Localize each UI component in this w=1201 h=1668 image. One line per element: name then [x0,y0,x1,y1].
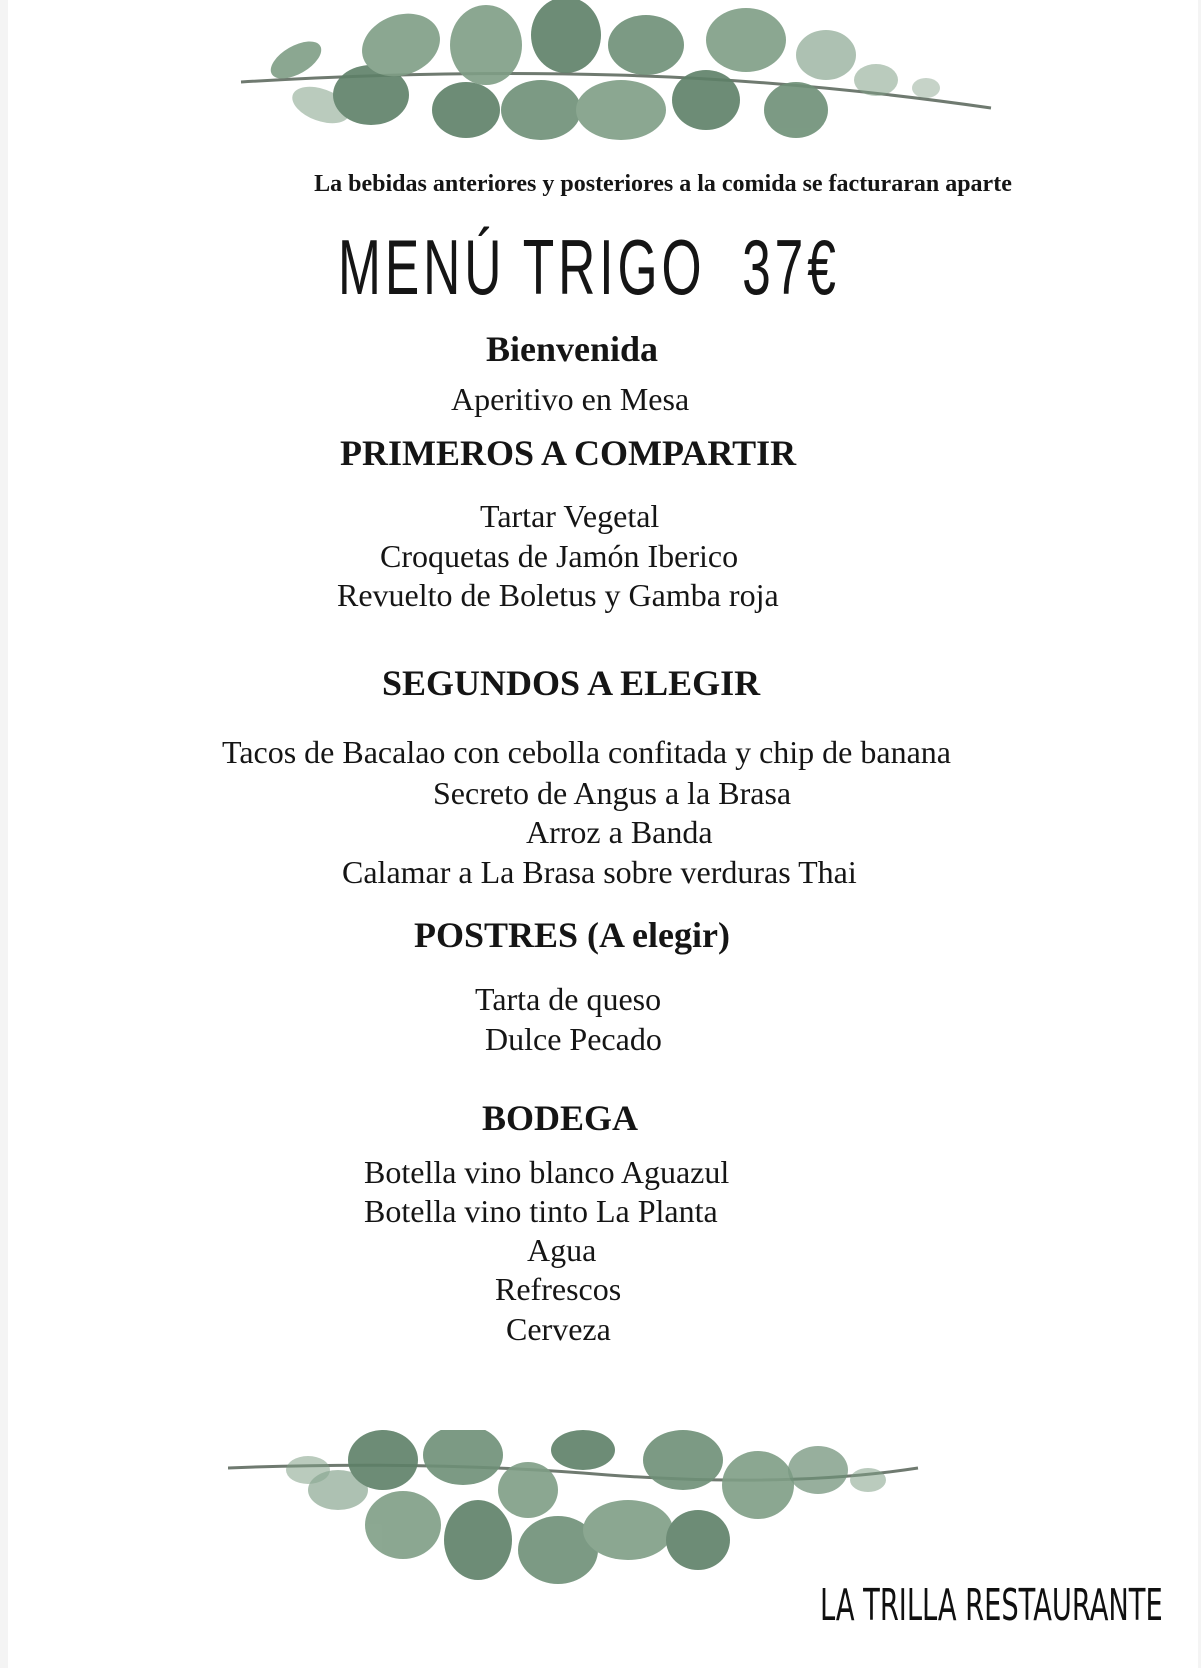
menu-item: Calamar a La Brasa sobre verduras Thai [342,854,857,890]
restaurant-name: LA TRILLA RESTAURANTE [820,1580,1163,1631]
menu-item: Aperitivo en Mesa [451,381,690,417]
eucalyptus-garland-bottom [228,1430,988,1595]
menu-item: Cerveza [506,1311,611,1347]
section-heading-bienvenida: Bienvenida [486,329,659,369]
menu-item: Arroz a Banda [526,814,713,850]
menu-title [338,222,840,313]
menu-item: Revuelto de Boletus y Gamba roja [337,577,779,613]
menu-item: Croquetas de Jamón Iberico [380,538,739,574]
menu-price: 37€ [742,223,840,311]
section-heading-bodega: BODEGA [482,1098,639,1138]
eucalyptus-garland-top [236,0,996,160]
menu-item: Tarta de queso [475,981,662,1017]
menu-item: Tacos de Bacalao con cebolla confitada y chip de banana [222,734,951,770]
menu-item: Secreto de Angus a la Brasa [433,775,792,811]
menu-item: Refrescos [495,1271,622,1307]
menu-item: Botella vino tinto La Planta [364,1193,718,1229]
menu-page [8,0,1198,1668]
section-heading-postres: POSTRES (A elegir) [414,915,730,955]
menu-item: Agua [527,1232,597,1268]
menu-item: Dulce Pecado [485,1021,662,1057]
section-heading-segundos: SEGUNDOS A ELEGIR [382,663,761,703]
menu-item: Tartar Vegetal [480,498,660,534]
menu-name: MENÚ TRIGO [338,223,706,311]
section-heading-primeros: PRIMEROS A COMPARTIR [340,433,797,473]
menu-item: Botella vino blanco Aguazul [364,1154,730,1190]
drinks-notice: La bebidas anteriores y posteriores a la comida se facturaran aparte [314,171,1012,197]
